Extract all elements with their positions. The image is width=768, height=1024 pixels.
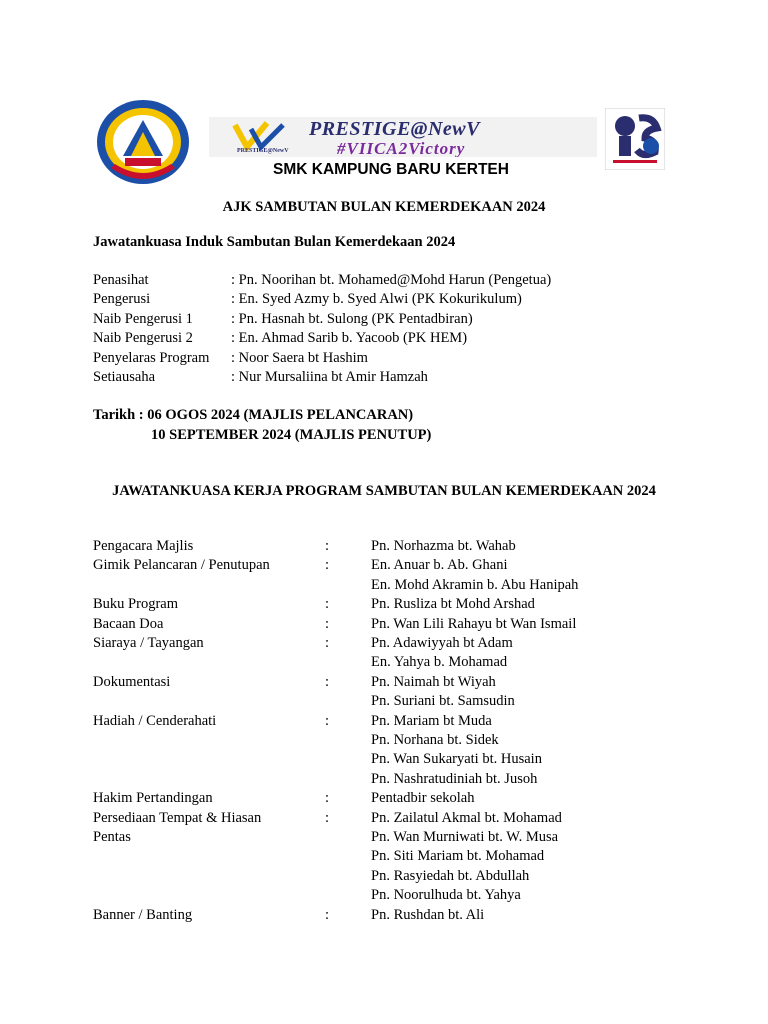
kerja-colon: : <box>325 790 330 807</box>
kerja-member-name: Pn. Mariam bt Muda <box>371 712 492 729</box>
kerja-task-label: Gimik Pelancaran / Penutupan <box>93 557 270 574</box>
banner-tagline: #VIICA2Victory <box>337 139 466 157</box>
kerja-task-label: Banner / Banting <box>93 906 193 923</box>
kerja-colon: : <box>325 615 330 632</box>
kerja-member-name: Pn. Rusliza bt Mohd Arshad <box>371 596 535 613</box>
kerja-colon: : <box>325 906 330 923</box>
kerja-member-name: Pn. Adawiyyah bt Adam <box>371 635 513 651</box>
kerja-names <box>371 712 542 790</box>
kerja-task-label: Persediaan Tempat & Hiasan Pentas <box>93 809 262 845</box>
document-title: AJK SAMBUTAN BULAN KEMERDEKAAN 2024 <box>222 199 546 215</box>
kerja-member-name: En. Mohd Akramin b. Abu Hanipah <box>371 576 579 593</box>
kerja-member-name: Pn. Zailatul Akmal bt. Mohamad <box>371 809 562 826</box>
banner-small-text: PRESTIGE@NewV <box>237 148 289 154</box>
kerja-names <box>371 556 578 595</box>
induk-heading: Jawatankuasa Induk Sambutan Bulan Kemerdekaan 2024 <box>93 234 456 250</box>
kerja-colon: : <box>325 712 330 729</box>
kerja-task-label: Hakim Pertandingan <box>93 790 213 807</box>
tarikh-line-1: Tarikh : 06 OGOS 2024 (MAJLIS PELANCARAN) <box>93 407 414 423</box>
induk-role-label: Setiausaha <box>93 369 156 385</box>
kerja-task-label: Hadiah / Cenderahati <box>93 712 217 729</box>
kerja-member-name: Pn. Rasyiedah bt. Abdullah <box>371 867 530 884</box>
kerja-member-name: Pn. Wan Lili Rahayu bt Wan Ismail <box>371 615 577 632</box>
kerja-colon: : <box>325 673 330 690</box>
induk-role-value: : Pn. Hasnah bt. Sulong (PK Pentadbiran) <box>231 310 473 327</box>
induk-role-value: : Pn. Noorihan bt. Mohamed@Mohd Harun (Pengetua) <box>231 272 552 288</box>
anniversary-logo <box>605 108 665 170</box>
kerja-task-label: Siaraya / Tayangan <box>93 635 204 651</box>
banner-title: PRESTIGE@NewV <box>309 118 480 140</box>
induk-role-value: : En. Ahmad Sarib b. Yacoob (PK HEM) <box>231 330 468 347</box>
kerja-heading: JAWATANKUASA KERJA PROGRAM SAMBUTAN BULAN KEMERDEKAAN 2024 <box>112 483 656 499</box>
induk-role-label: Pengerusi <box>93 291 151 308</box>
prestige-banner <box>209 117 597 157</box>
kerja-member-name: Pn. Norhana bt. Sidek <box>371 732 499 748</box>
kerja-names <box>371 673 515 712</box>
kerja-member-name: En. Yahya b. Mohamad <box>371 654 508 671</box>
kerja-member-name: Pn. Norhazma bt. Wahab <box>371 538 516 554</box>
kerja-task-label: Dokumentasi <box>93 673 171 690</box>
school-name: SMK KAMPUNG BARU KERTEH <box>273 161 509 178</box>
kerja-member-name: Pn. Naimah bt Wiyah <box>371 673 496 690</box>
kerja-task-label: Buku Program <box>93 596 178 613</box>
kerja-colon: : <box>325 809 330 826</box>
tarikh-line-2: 10 SEPTEMBER 2024 (MAJLIS PENUTUP) <box>151 427 432 443</box>
school-crest-logo <box>93 98 193 190</box>
kerja-member-name: En. Anuar b. Ab. Ghani <box>371 557 508 574</box>
kerja-colon: : <box>325 557 330 574</box>
induk-role-label: Naib Pengerusi 2 <box>93 330 193 347</box>
kerja-names <box>371 615 576 634</box>
induk-role-label: Naib Pengerusi 1 <box>93 310 193 327</box>
induk-role-label: Penasihat <box>93 272 149 288</box>
kerja-member-name: Pn. Noorulhuda bt. Yahya <box>371 887 521 904</box>
kerja-member-name: Pn. Siti Mariam bt. Mohamad <box>371 848 545 865</box>
kerja-task-label: Pengacara Majlis <box>93 538 194 554</box>
kerja-member-name: Pn. Nashratudiniah bt. Jusoh <box>371 770 538 787</box>
induk-role-value: : Noor Saera bt Hashim <box>231 349 368 366</box>
kerja-names <box>371 906 484 925</box>
kerja-colon: : <box>325 538 330 554</box>
kerja-member-name: Pentadbir sekolah <box>371 790 475 807</box>
kerja-member-name: Pn. Rushdan bt. Ali <box>371 906 485 923</box>
induk-role-value: : Nur Mursaliina bt Amir Hamzah <box>231 369 428 385</box>
kerja-member-name: Pn. Wan Murniwati bt. W. Musa <box>371 829 559 845</box>
induk-role-value: : En. Syed Azmy b. Syed Alwi (PK Kokurikulum) <box>231 291 522 308</box>
kerja-names <box>371 634 513 673</box>
kerja-names <box>371 789 475 808</box>
kerja-colon: : <box>325 635 330 651</box>
kerja-names <box>371 537 516 556</box>
kerja-member-name: Pn. Wan Sukaryati bt. Husain <box>371 751 542 768</box>
kerja-colon: : <box>325 596 330 613</box>
kerja-names <box>371 809 562 906</box>
induk-role-label: Penyelaras Program <box>93 349 210 366</box>
kerja-member-name: Pn. Suriani bt. Samsudin <box>371 693 515 710</box>
kerja-names <box>371 595 535 614</box>
kerja-task-label: Bacaan Doa <box>93 615 164 632</box>
